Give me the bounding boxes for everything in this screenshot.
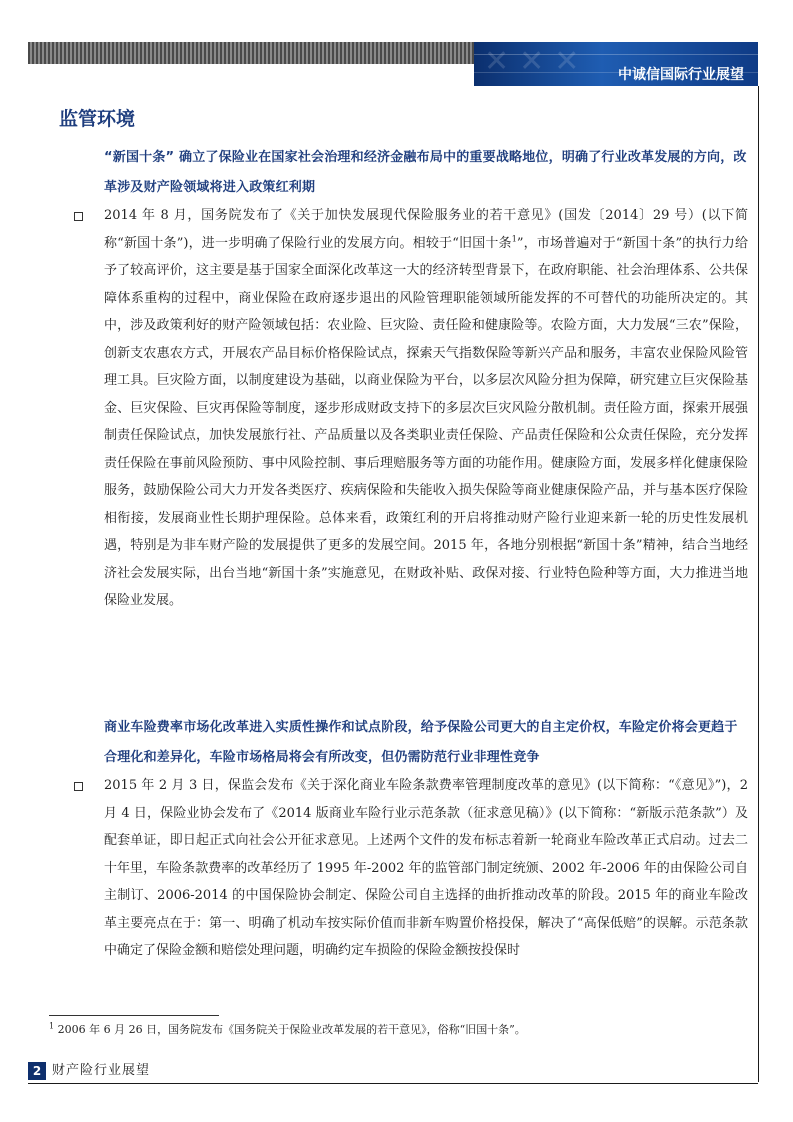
subheading-new-ten-articles: “新国十条” 确立了保险业在国家社会治理和经济金融布局中的重要战略地位，明确了行业改革发展的方向，改革涉及财产险领域将进入政策红利期 [104, 150, 747, 195]
footer-line [28, 1083, 758, 1084]
paragraph-auto-insurance-reform: 2015 年 2 月 3 日，保监会发布《关于深化商业车险条款费率管理制度改革的意见》(以下简称：“《意见》”)，2 月 4 日，保险业协会发布了《2014 版商业车险行业示范条款（征求意见稿）》(以下简称：“新版示范条款”）及配套单证，即日起正式向社会公开征求意见。上述两个文件的发布标志着新一轮商业车险改革正式启动。过去二十年里，车险条款费率的改革经历了 1995 年-2002 年的监管部门制定统颁、2002 年-2006 年的由保险公司自主制订、2006-2014 的中国保险协会制定、保险公司自主选择的曲折推动改革的阶段。2015 年的商业车险改革主要亮点在于：第一、明确了机动车按实际价值而非新车购置价格投保，解决了“高保低赔”的误解。示范条款中确定了保险金额和赔偿处理问题，明确约定车损险的保险金额按投保时 [104, 778, 748, 958]
subheading-auto-insurance-reform: 商业车险费率市场化改革进入实质性操作和试点阶段，给予保险公司更大的自主定价权，车险定价将会更趋于合理化和差异化，车险市场格局将会有所改变，但仍需防范行业非理性竞争 [104, 720, 738, 765]
header-decoration: ✕✕✕ [484, 44, 590, 79]
page-number: 2 [28, 1062, 46, 1080]
footnote: $^1$ 2006 年 6 月 26 日，国务院发布《国务院关于保险业改革发展的若干意见》，俗称“旧国十条”。 [49, 1021, 526, 1036]
right-border-line [758, 86, 759, 1082]
paragraph-new-ten-articles: 2014 年 8 月，国务院发布了《关于加快发展现代保险服务业的若干意见》(国发〔2014〕29 号）(以下简称“新国十条”)，进一步明确了保险行业的发展方向。相较于“旧国十条$^1$”，市场普遍对于“新国十条”的执行力给予了较高评价，这主要是基于国家全面深化改革这一大的经济转型背景下，在政府职能、社会治理体系、公共保障体系重构的过程中，商业保险在政府逐步退出的风险管理职能领域所能发挥的不可替代的功能所决定的。其中，涉及政策利好的财产险领域包括：农业险、巨灾险、责任险和健康险等。农险方面，大力发展“三农”保险，创新支农惠农方式，开展农产品目标价格保险试点，探索天气指数保险等新兴产品和服务，丰富农业保险风险管理工具。巨灾险方面，以制度建设为基础，以商业保险为平台，以多层次风险分担为保障，研究建立巨灾保险基金、巨灾保险、巨灾再保险等制度，逐步形成财政支持下的多层次巨灾风险分散机制。责任险方面，探索开展强制责任保险试点，加快发展旅行社、产品质量以及各类职业责任保险、产品责任保险和公众责任保险，充分发挥责任保险在事前风险预防、事中风险控制、事后理赔服务等方面的功能作用。健康险方面，发展多样化健康保险服务，鼓励保险公司大力开发各类医疗、疾病保险和失能收入损失保险等商业健康保险产品，并与基本医疗保险相衔接，发展商业性长期护理保险。总体来看，政策红利的开启将推动财产险行业迎来新一轮的历史性发展机遇，特别是为非车财产险的发展提供了更多的发展空间。2015 年，各地分别根据“新国十条”精神，结合当地经济社会发展实际，出台当地“新国十条”实施意见，在财政补贴、政保对接、行业特色险种等方面，大力推进当地保险业发展。 [104, 208, 748, 608]
section-title: 监管环境 [59, 108, 136, 130]
bullet-square-icon [74, 782, 83, 791]
header-banner [474, 42, 758, 86]
header-title: 中诚信国际行业展望 [618, 67, 744, 83]
footnote-ref[interactable]: 1 [511, 234, 517, 244]
footer-title: 财产险行业展望 [52, 1063, 151, 1078]
bullet-square-icon [74, 212, 83, 221]
footnote-separator [49, 1015, 219, 1016]
